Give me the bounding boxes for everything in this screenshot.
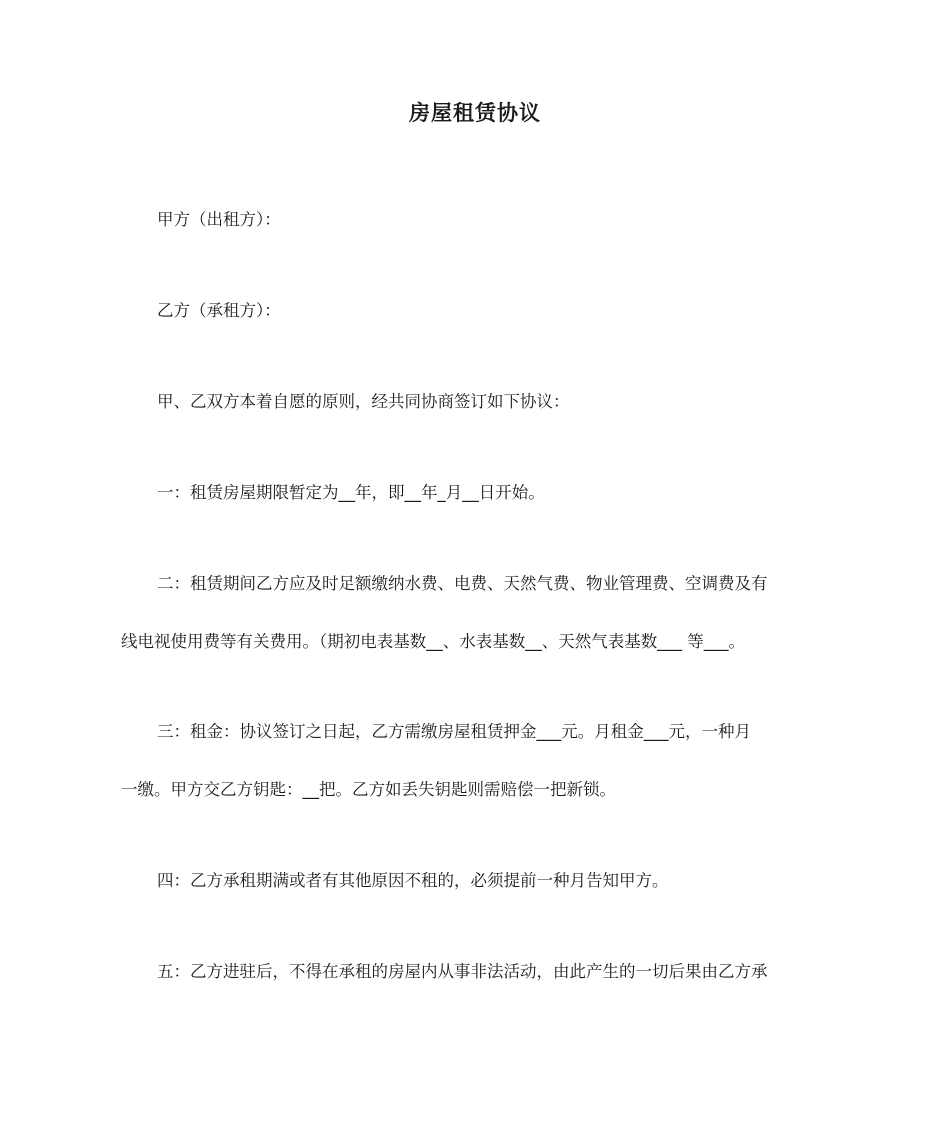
clause-5: 五：乙方进驻后，不得在承租的房屋内从事非法活动，由此产生的一切后果由乙方承 [157,962,768,981]
clause-3 [121,703,833,819]
party-a-line: 甲方（出租方）： [157,210,281,229]
party-b-line: 乙方（承租方）： [157,301,281,320]
clause-3-line-1: 三：租金：协议签订之日起，乙方需缴房屋租赁押金___元。月租金___元，一种月 [157,722,751,741]
clause-4: 四：乙方承租期满或者有其他原因不租的，必须提前一种月告知甲方。 [157,871,669,890]
clause-1: 一：租赁房屋期限暂定为__年，即__年_月__日开始。 [157,483,545,502]
clause-2-line-1: 二：租赁期间乙方应及时足额缴纳水费、电费、天然气费、物业管理费、空调费及有 [157,574,768,593]
intro-paragraph: 甲、乙双方本着自愿的原则，经共同协商签订如下协议： [157,392,570,411]
document-title: 房屋租赁协议 [409,101,541,125]
clause-3-line-2: 一缴。甲方交乙方钥匙：__把。乙方如丢失钥匙则需赔偿一把新锁。 [121,780,616,799]
clause-2 [121,555,833,671]
clause-2-line-2: 线电视使用费等有关费用。（期初电表基数__、水表基数__、天然气表基数___ 等___。 [121,632,745,651]
